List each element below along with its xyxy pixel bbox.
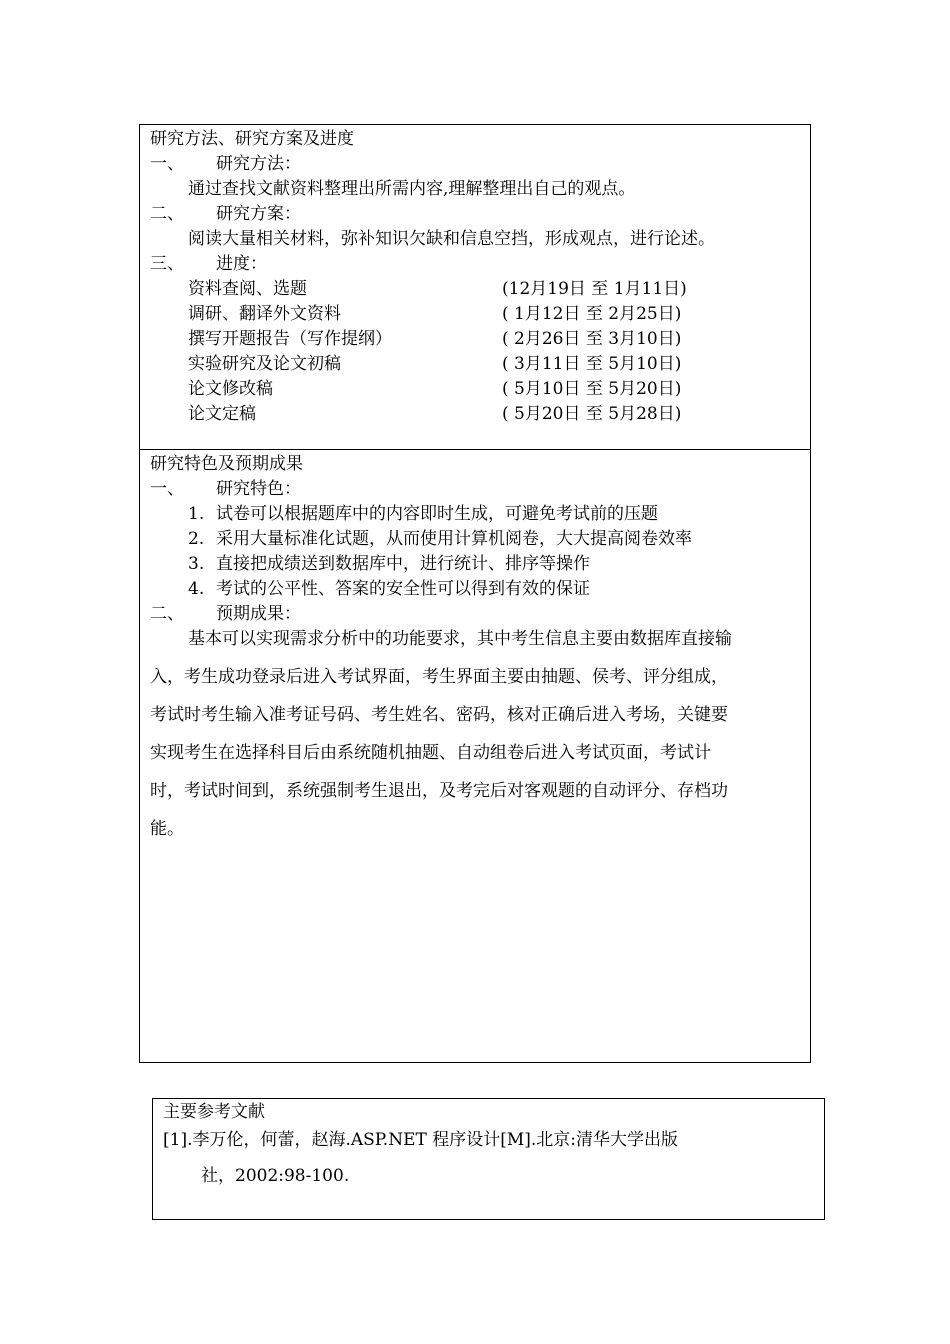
methods-item1-text: 通过查找文献资料整理出所需内容,理解整理出自己的观点。 xyxy=(188,179,636,199)
feature-list-text: 考试的公平性、答案的安全性可以得到有效的保证 xyxy=(216,579,590,599)
expected-results-paragraph xyxy=(150,620,732,848)
paragraph-line: 实现考生在选择科目后由系统随机抽题、自动组卷后进入考试页面，考试计 xyxy=(150,743,711,763)
paragraph-line: 考试时考生输入准考证号码、考生姓名、密码，核对正确后进入考场，关键要 xyxy=(150,705,728,725)
methods-item2-label: 研究方案： xyxy=(216,204,301,224)
feature-list-num: 4. xyxy=(188,579,205,599)
methods-item1-num: 一、 xyxy=(150,154,184,174)
features-item2-label: 预期成果： xyxy=(216,604,301,624)
schedule-task: 调研、翻译外文资料 xyxy=(188,304,341,324)
schedule-task: 论文修改稿 xyxy=(188,379,273,399)
paragraph-line: 入，考生成功登录后进入考试界面，考生界面主要由抽题、侯考、评分组成， xyxy=(150,667,728,687)
schedule-period: ( 5月20日 至 5月28日) xyxy=(502,404,682,424)
paragraph-line: 时，考试时间到，系统强制考生退出，及考完后对客观题的自动评分、存档功 xyxy=(150,781,728,801)
schedule-period: ( 5月10日 至 5月20日) xyxy=(502,379,682,399)
features-item1-num: 一、 xyxy=(150,479,184,499)
references-heading: 主要参考文献 xyxy=(163,1102,265,1122)
methods-item2-num: 二、 xyxy=(150,204,184,224)
feature-list-num: 1. xyxy=(188,504,205,524)
references-section xyxy=(152,1098,825,1220)
feature-list-num: 2. xyxy=(188,529,205,549)
methods-item3-num: 三、 xyxy=(150,254,184,274)
schedule-period: (12月19日 至 1月11日) xyxy=(502,279,687,299)
schedule-task: 资料查阅、选题 xyxy=(188,279,307,299)
methods-item1-label: 研究方法： xyxy=(216,154,301,174)
features-item2-num: 二、 xyxy=(150,604,184,624)
reference-item xyxy=(163,1127,678,1189)
schedule-task: 实验研究及论文初稿 xyxy=(188,354,341,374)
features-section xyxy=(139,449,811,1063)
methods-section xyxy=(139,124,811,450)
reference-line: 社，2002:98-100. xyxy=(201,1166,350,1186)
methods-item2-text: 阅读大量相关材料，弥补知识欠缺和信息空挡，形成观点，进行论述。 xyxy=(188,229,715,249)
schedule-period: ( 2月26日 至 3月10日) xyxy=(502,329,682,349)
schedule-period: ( 1月12日 至 2月25日) xyxy=(502,304,682,324)
reference-line: [1].李万伦，何蕾，赵海.ASP.NET 程序设计[M].北京:清华大学出版 xyxy=(163,1130,679,1150)
features-item1-label: 研究特色： xyxy=(216,479,301,499)
methods-item3-label: 进度： xyxy=(216,254,267,274)
feature-list-text: 采用大量标准化试题，从而使用计算机阅卷，大大提高阅卷效率 xyxy=(216,529,692,549)
schedule-task: 论文定稿 xyxy=(188,404,256,424)
paragraph-line: 基本可以实现需求分析中的功能要求，其中考生信息主要由数据库直接输 xyxy=(188,629,732,649)
schedule-task: 撰写开题报告（写作提纲） xyxy=(188,329,392,349)
schedule-period: ( 3月11日 至 5月10日) xyxy=(502,354,682,374)
feature-list-text: 直接把成绩送到数据库中，进行统计、排序等操作 xyxy=(216,554,590,574)
feature-list-num: 3. xyxy=(188,554,205,574)
feature-list-text: 试卷可以根据题库中的内容即时生成，可避免考试前的压题 xyxy=(216,504,658,524)
paragraph-line: 能。 xyxy=(150,819,184,839)
features-heading: 研究特色及预期成果 xyxy=(150,454,303,474)
methods-heading: 研究方法、研究方案及进度 xyxy=(150,129,354,149)
